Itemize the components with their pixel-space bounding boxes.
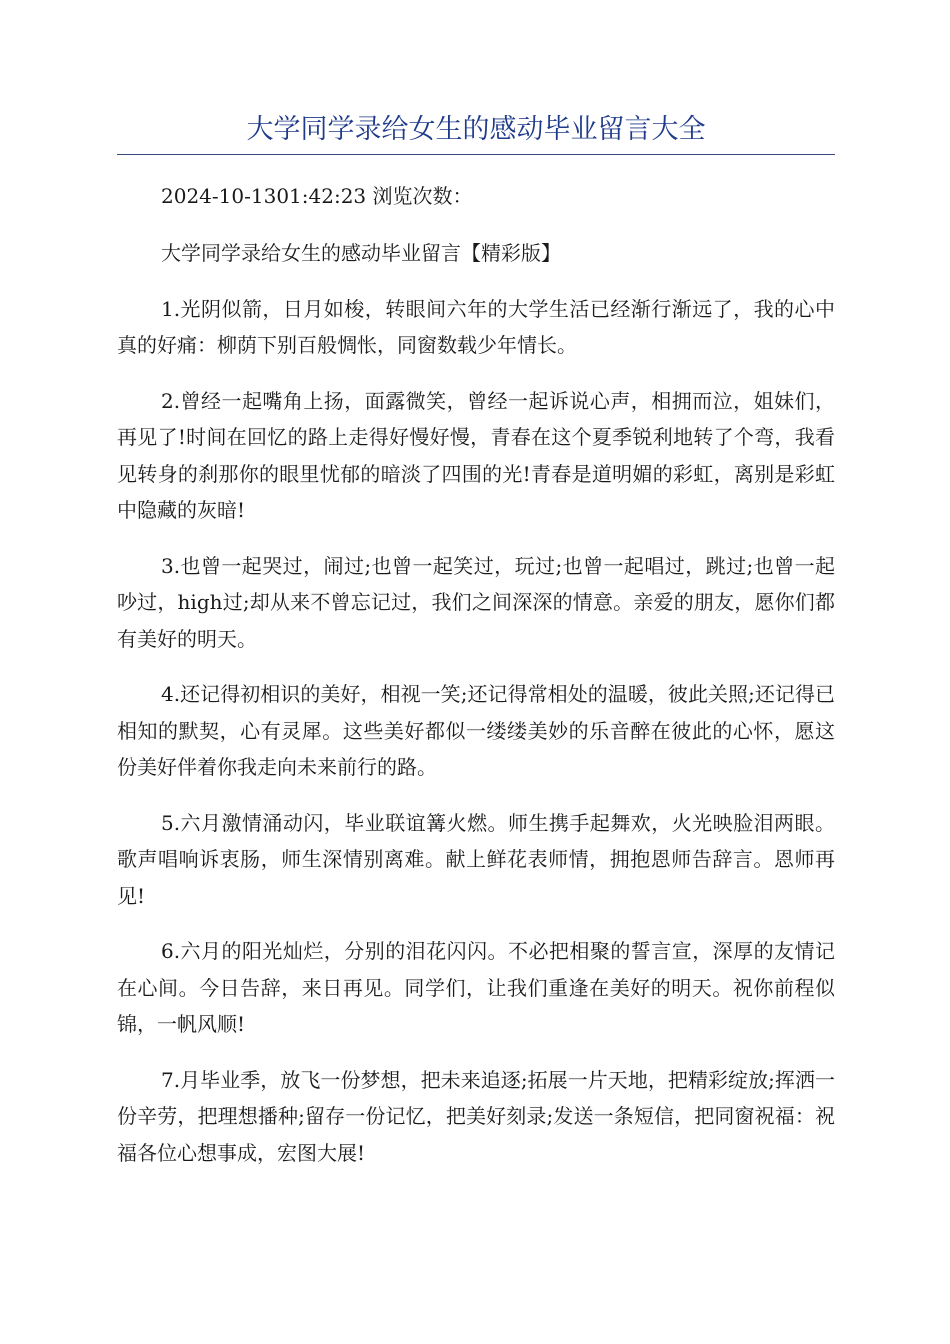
message-paragraph-6: 6.六月的阳光灿烂，分别的泪花闪闪。不必把相聚的誓言宣，深厚的友情记在心间。今日告辞，来日再见。同学们，让我们重逢在美好的明天。祝你前程似锦，一帆风顺! (117, 939, 835, 1036)
meta-line: 2024-10-1301:42:23 浏览次数： (161, 184, 473, 208)
message-paragraph-5: 5.六月激情涌动闪，毕业联谊篝火燃。师生携手起舞欢，火光映脸泪两眼。歌声唱响诉衷肠，师生深情别离难。献上鲜花表师情，拥抱恩师告辞言。恩师再见! (117, 810, 835, 908)
document-subtitle: 大学同学录给女生的感动毕业留言【精彩版】 (161, 241, 561, 265)
message-paragraph-1: 1.光阴似箭，日月如梭，转眼间六年的大学生活已经渐行渐远了，我的心中真的好痛：柳荫下别百般惆怅，同窗数载少年情长。 (117, 296, 835, 357)
message-paragraph-7: 7.月毕业季，放飞一份梦想，把未来追逐;拓展一片天地，把精彩绽放;挥洒一份辛劳，把理想播种;留存一份记忆，把美好刻录;发送一条短信，把同窗祝福：祝福各位心想事成，宏图大展! (117, 1067, 835, 1165)
message-paragraph-3: 3.也曾一起哭过，闹过;也曾一起笑过，玩过;也曾一起唱过，跳过;也曾一起吵过，high过;却从来不曾忘记过，我们之间深深的情意。亲爱的朋友，愿你们都有美好的明天。 (117, 553, 835, 651)
message-paragraph-4: 4.还记得初相识的美好，相视一笑;还记得常相处的温暖，彼此关照;还记得已相知的默契，心有灵犀。这些美好都似一缕缕美妙的乐音醉在彼此的心怀，愿这份美好伴着你我走向未来前行的路。 (117, 682, 835, 779)
message-paragraph-2: 2.曾经一起嘴角上扬，面露微笑，曾经一起诉说心声，相拥而泣，姐妹们，再见了!时间在回忆的路上走得好慢好慢，青春在这个夏季锐利地转了个弯，我看见转身的刹那你的眼里忧郁的暗淡了四围的光!青春是道明媚的彩虹，离别是彩虹中隐藏的灰暗! (117, 388, 835, 522)
page-title: 大学同学录给女生的感动毕业留言大全 (117, 110, 835, 155)
document-page (117, 110, 835, 1171)
